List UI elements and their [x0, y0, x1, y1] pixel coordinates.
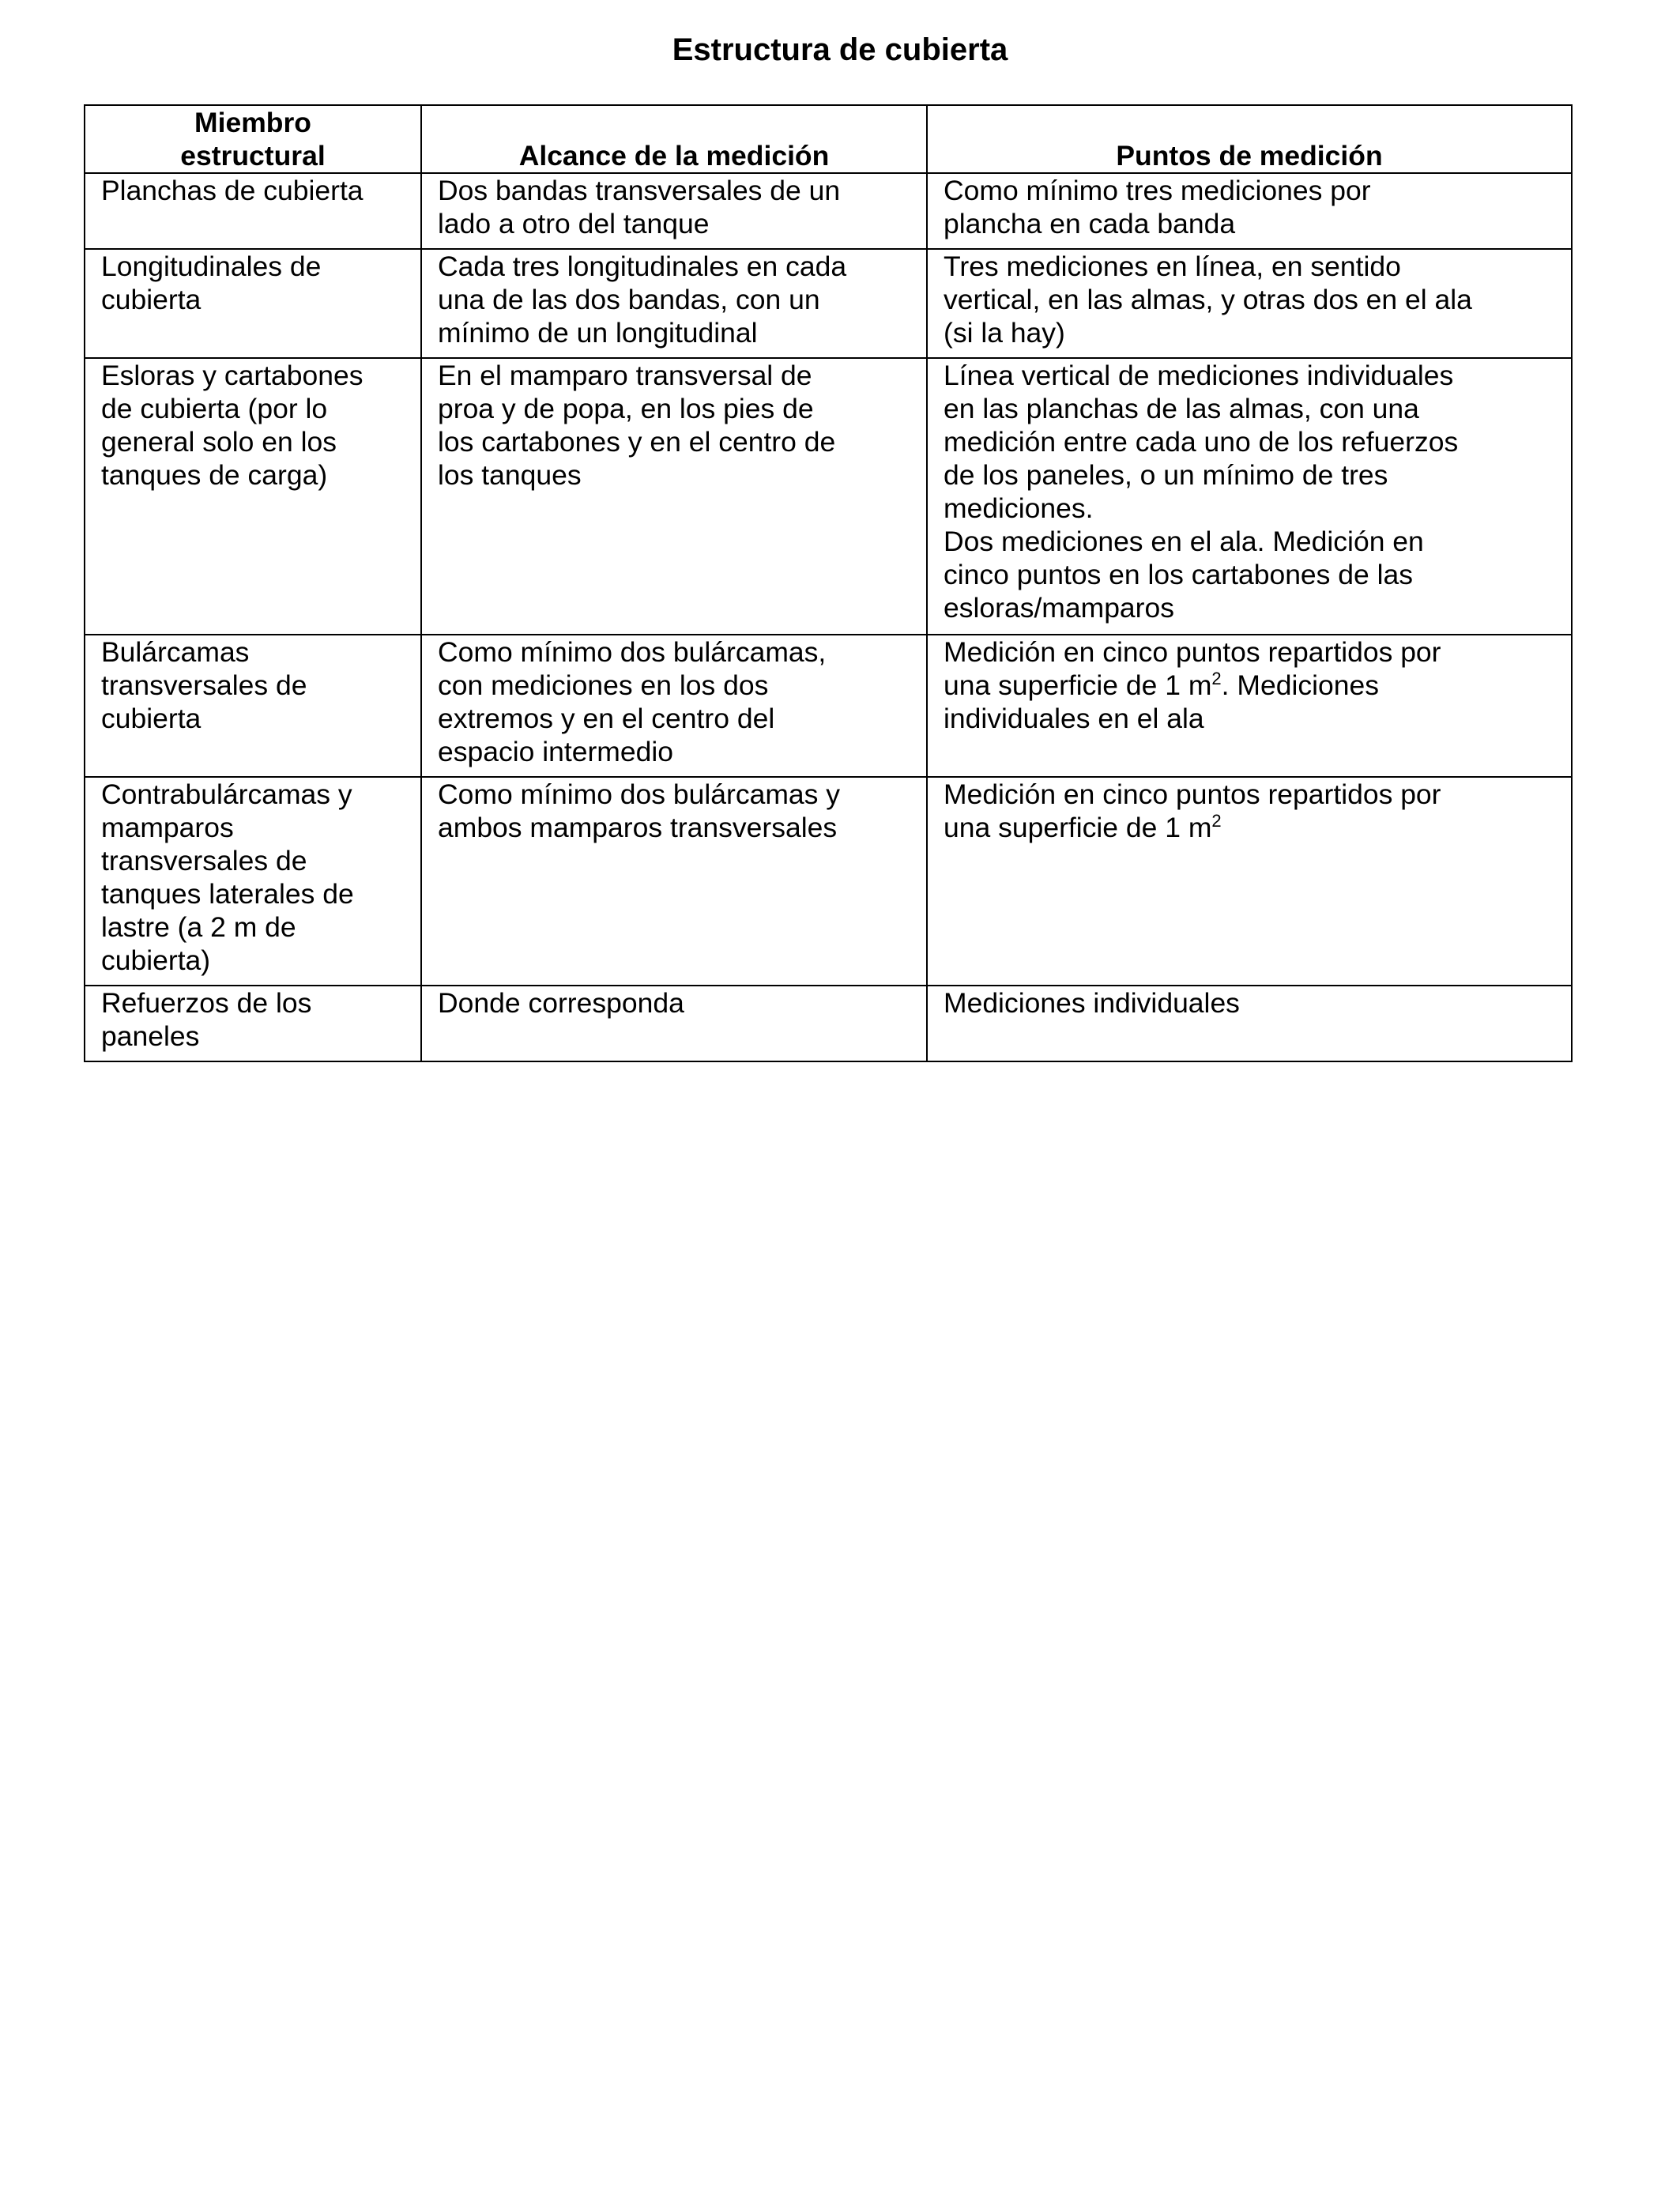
cell-points: [927, 777, 1572, 986]
cell-scope: Cada tres longitudinales en cada una de las dos bandas, con un mínimo de un longitudinal: [421, 249, 927, 358]
cell-member: Bulárcamas transversales de cubierta: [85, 635, 421, 777]
cell-member: Contrabulárcamas y mamparos transversales de tanques laterales de lastre (a 2 m de cubierta): [85, 777, 421, 986]
table-header-row: [85, 105, 1572, 173]
cell-points: Como mínimo tres mediciones por plancha en cada banda: [927, 173, 1572, 249]
cell-scope: Como mínimo dos bulárcamas, con mediciones en los dos extremos y en el centro del espacio intermedio: [421, 635, 927, 777]
table-row: [85, 777, 1572, 986]
points-text-part-b: . Mediciones individuales en el ala: [944, 669, 1379, 734]
cell-scope: En el mamparo transversal de proa y de popa, en los pies de los cartabones y en el centro de los tanques: [421, 358, 927, 635]
cell-scope: Como mínimo dos bulárcamas y ambos mamparos transversales: [421, 777, 927, 986]
table-row: [85, 249, 1572, 358]
header-structural-member: Miembro estructural: [85, 105, 421, 173]
header-measurement-points: Puntos de medición: [927, 105, 1572, 173]
cell-member: Planchas de cubierta: [85, 173, 421, 249]
cell-member: Longitudinales de cubierta: [85, 249, 421, 358]
cell-scope: Donde corresponda: [421, 986, 927, 1061]
cell-member: Esloras y cartabones de cubierta (por lo general solo en los tanques de carga): [85, 358, 421, 635]
points-text-part-a: Medición en cinco puntos repartidos por una superficie de 1 m: [944, 778, 1441, 843]
cell-points: Tres mediciones en línea, en sentido vertical, en las almas, y otras dos en el ala (si la hay): [927, 249, 1572, 358]
cell-points: [927, 635, 1572, 777]
table-row: [85, 358, 1572, 635]
table-row: [85, 173, 1572, 249]
cell-points: Mediciones individuales: [927, 986, 1572, 1061]
unit-superscript: 2: [1211, 811, 1222, 831]
cell-scope: Dos bandas transversales de un lado a otro del tanque: [421, 173, 927, 249]
cell-points: Línea vertical de mediciones individuales en las planchas de las almas, con una medición entre cada uno de los refuerzos de los paneles, o un mínimo de tres mediciones. Dos mediciones en el ala. Medición en cinco puntos en los cartabones de las esloras/mamparos: [927, 358, 1572, 635]
table-row: [85, 986, 1572, 1061]
measurement-table: [84, 104, 1573, 1062]
page-title: Estructura de cubierta: [672, 32, 1008, 67]
cell-member: Refuerzos de los paneles: [85, 986, 421, 1061]
header-measurement-scope: Alcance de la medición: [421, 105, 927, 173]
points-text-part-a: Medición en cinco puntos repartidos por una superficie de 1 m: [944, 636, 1441, 701]
unit-superscript: 2: [1211, 669, 1222, 689]
table-row: [85, 635, 1572, 777]
